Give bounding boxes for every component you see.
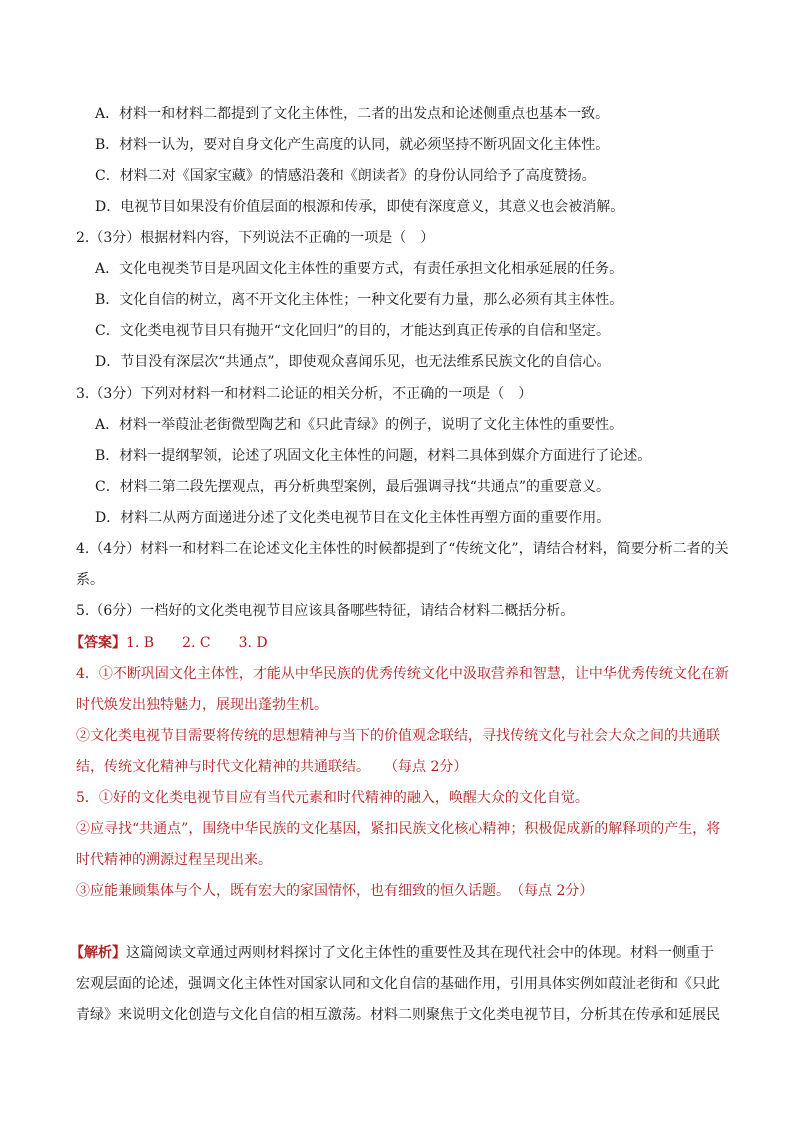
answer-4-line4: 结，传统文化精神与时代文化精神的共通联结。 （每点 2分） — [76, 759, 468, 775]
q1-option-d: D．电视节目如果没有价值层面的根源和传承，即使有深度意义，其意义也会被消解。 — [95, 199, 625, 215]
q2-stem: 2.（3分）根据材料内容，下列说法不正确的一项是（ ） — [76, 230, 435, 246]
q2-option-d: D．节目没有深层次“共通点”，即使观众喜闻乐见，也无法维系民族文化的自信心。 — [95, 354, 611, 370]
q5-stem: 5.（6分）一档好的文化类电视节目应该具备哪些特征，请结合材料二概括分析。 — [76, 603, 575, 619]
q4-stem-line1: 4.（4分）材料一和材料二在论述文化主体性的时候都提到了“传统文化”，请结合材料，简要分析二者的关 — [76, 541, 729, 557]
q3-option-b: B．材料一提纲挈领，论述了巩固文化主体性的问题，材料二具体到媒介方面进行了论述。 — [95, 448, 652, 464]
analysis-line2: 宏观层面的论述，强调文化主体性对国家认同和文化自信的基础作用，引用具体实例如葭沚老街和《只此 — [76, 976, 720, 992]
answer-4-line3: ②文化类电视节目需要将传统的思想精神与当下的价值观念联结，寻找传统文化与社会大众之间的共通联 — [76, 728, 720, 744]
answer-4-line2: 时代焕发出独特魅力，展现出蓬勃生机。 — [76, 697, 328, 713]
answer-4-line1: 4．①不断巩固文化主体性，才能从中华民族的优秀传统文化中汲取营养和智慧，让中华优秀传统文化在新 — [76, 666, 729, 682]
q1-option-c: C．材料二对《国家宝藏》的情感沿袭和《朗读者》的身份认同给予了高度赞扬。 — [95, 168, 596, 184]
q2-option-c: C．文化类电视节目只有抛开“文化回归”的目的，才能达到真正传承的自信和坚定。 — [95, 323, 611, 339]
answer-tag: 【答案】 — [70, 635, 126, 651]
answer-choices-line — [70, 633, 268, 653]
q2-option-a: A．文化电视类节目是巩固文化主体性的重要方式，有责任承担文化相承延展的任务。 — [95, 261, 624, 277]
q3-stem: 3.（3分）下列对材料一和材料二论证的相关分析，不正确的一项是（ ） — [76, 386, 533, 402]
q1-option-b: B．材料一认为，要对自身文化产生高度的认同，就必须坚持不断巩固文化主体性。 — [95, 137, 610, 153]
analysis-text-1: 这篇阅读文章通过两则材料探讨了文化主体性的重要性及其在现代社会中的体现。材料一侧重于 — [126, 945, 714, 961]
answer-choices: 1. B 2. C 3. D — [126, 635, 268, 651]
analysis-line3: 青绿》来说明文化创造与文化自信的相互激荡。材料二则聚焦于文化类电视节目，分析其在传承和延展民 — [76, 1007, 720, 1023]
q3-option-d: D．材料二从两方面递进分述了文化类电视节目在文化主体性再塑方面的重要作用。 — [95, 510, 611, 526]
answer-5-line2: ②应寻找“共通点”，围绕中华民族的文化基因，紧扣民族文化核心精神；积极促成新的解释项的产生，将 — [76, 821, 721, 837]
answer-5-line3: 时代精神的溯源过程呈现出来。 — [76, 852, 272, 868]
q3-option-a: A．材料一举葭沚老街微型陶艺和《只此青绿》的例子，说明了文化主体性的重要性。 — [95, 417, 624, 433]
analysis-tag: 【解析】 — [70, 945, 126, 961]
analysis-line1 — [70, 943, 714, 963]
q2-option-b: B．文化自信的树立，离不开文化主体性；一种文化要有力量，那么必须有其主体性。 — [95, 292, 624, 308]
q3-option-c: C．材料二第二段先摆观点，再分析典型案例，最后强调寻找“共通点”的重要意义。 — [95, 479, 611, 495]
answer-5-line1: 5．①好的文化类电视节目应有当代元素和时代精神的融入，唤醒大众的文化自觉。 — [76, 790, 589, 806]
q4-stem-line2: 系。 — [76, 572, 104, 588]
answer-5-line4: ③应能兼顾集体与个人，既有宏大的家国情怀，也有细致的恒久话题。 （每点 2分） — [76, 883, 594, 899]
q1-option-a: A．材料一和材料二都提到了文化主体性，二者的出发点和论述侧重点也基本一致。 — [95, 106, 610, 122]
